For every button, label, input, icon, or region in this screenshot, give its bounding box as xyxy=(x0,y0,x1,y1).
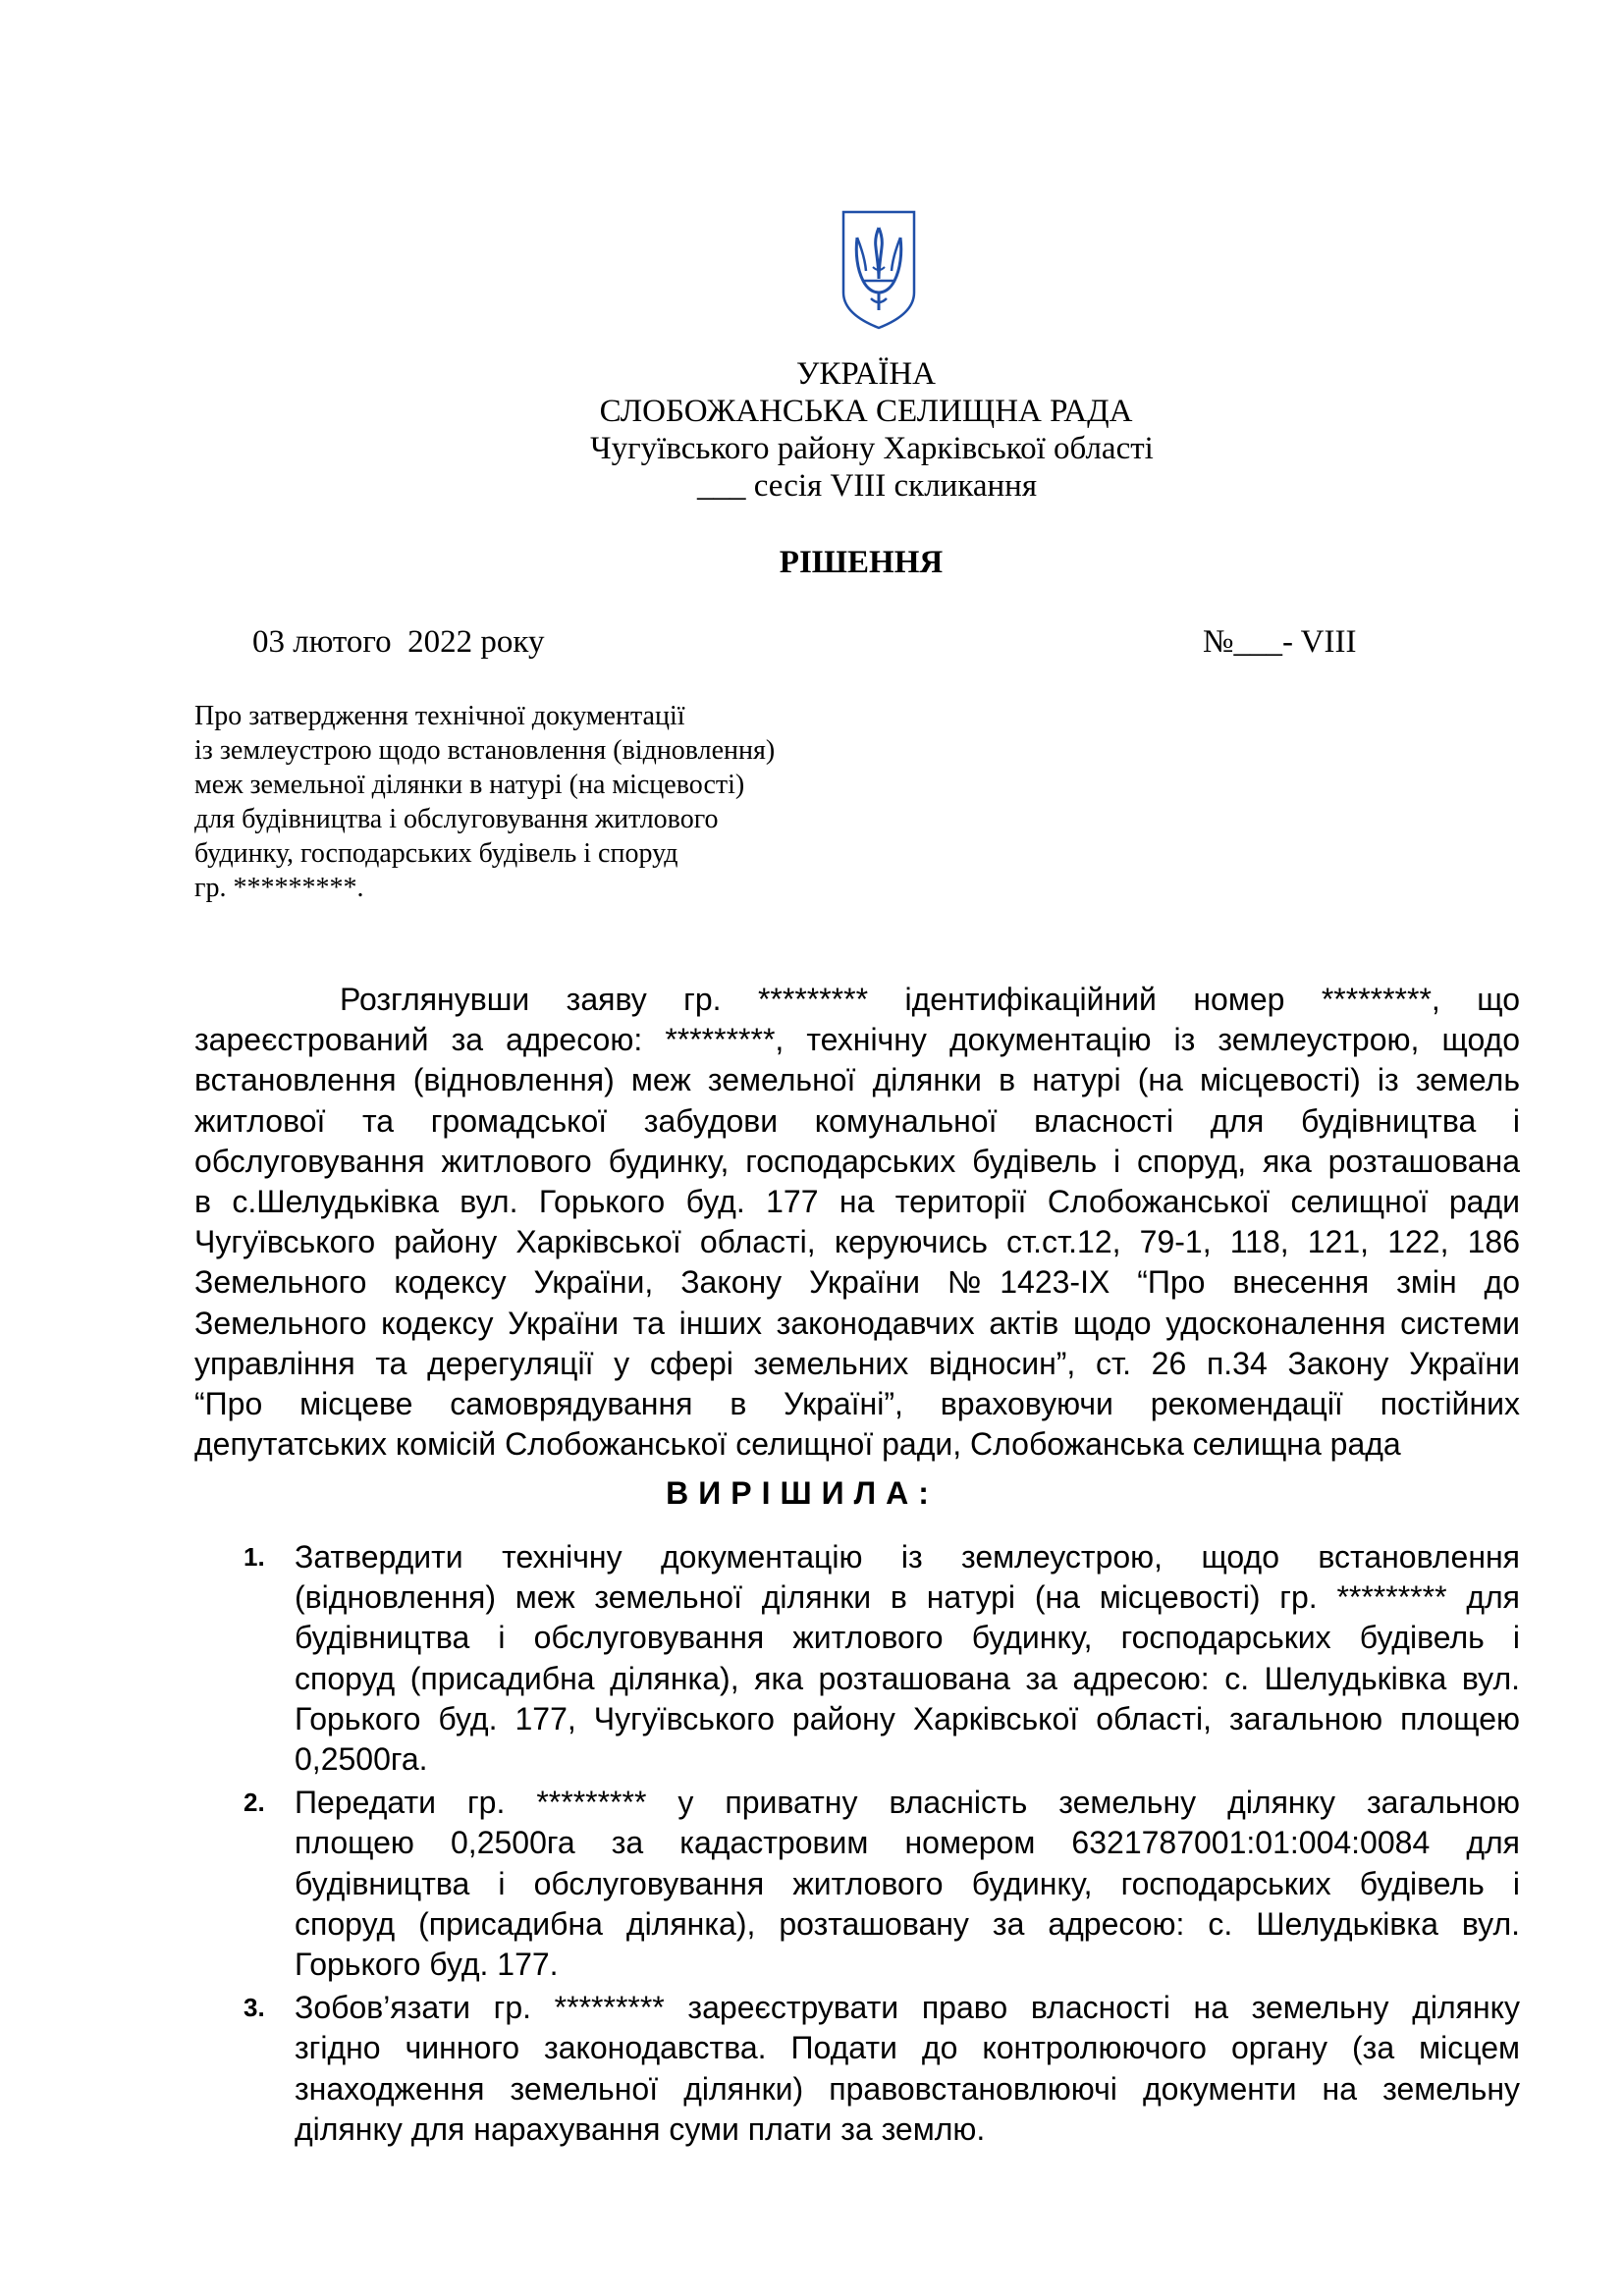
item-line: 0,2500га. xyxy=(295,1741,428,1778)
subject-line: Про затвердження технічної документації xyxy=(194,701,685,731)
item-line: Передати гр. ********* у приватну власність земельну ділянку загальною xyxy=(295,1785,1520,1821)
decision-items-list xyxy=(196,1537,1520,2153)
decided-heading: ВИРІШИЛА: xyxy=(666,1475,939,1511)
paragraph-line: депутатських комісій Слобожанської селищної ради, Слобожанська селищна рада xyxy=(194,1426,1401,1463)
list-item xyxy=(196,1783,1520,1985)
paragraph-line: Розглянувши заяву гр. ********* ідентифікаційний номер *********, що xyxy=(340,982,1520,1017)
item-line: Горького буд. 177. xyxy=(295,1947,559,1983)
item-line: ділянку для нарахування суми плати за землю. xyxy=(295,2110,986,2147)
district-name: Чугуївського району Харківської області xyxy=(590,431,1154,466)
paragraph-line: обслуговування житлового будинку, господарських будівель і споруд, яка розташована xyxy=(194,1143,1520,1179)
paragraph-line: Земельного кодексу України та інших законодавчих актів щодо удосконалення системи xyxy=(194,1305,1520,1341)
item-text xyxy=(295,1988,1520,2150)
item-text xyxy=(295,1537,1520,1780)
paragraph-line: зареєстрований за адресою: *********, технічну документацію із землеустрою, щодо xyxy=(194,1022,1520,1058)
item-line: Затвердити технічну документацію із землеустрою, щодо встановлення xyxy=(295,1539,1520,1575)
country-name: УКРАЇНА xyxy=(796,356,936,392)
decision-number: №___- VIII xyxy=(1203,624,1357,660)
subject-line: для будівництва і обслуговування житлового xyxy=(194,804,719,834)
subject-line: із землеустрою щодо встановлення (відновлення) xyxy=(194,735,776,766)
paragraph-line: житлової та громадської забудови комунальної власності для будівництва і xyxy=(194,1102,1520,1139)
document-title: РІШЕННЯ xyxy=(779,545,944,580)
preamble-paragraph xyxy=(194,980,1520,1465)
list-item xyxy=(196,1537,1520,1780)
subject-line: гр. *********. xyxy=(194,873,364,903)
item-text xyxy=(295,1783,1520,1985)
paragraph-line: “Про місцеве самоврядування в Україні”, враховуючи рекомендації постійних xyxy=(194,1386,1520,1422)
paragraph-line: в с.Шелудьківка вул. Горького буд. 177 на території Слобожанської селищної ради xyxy=(194,1184,1520,1220)
subject-line: меж земельної ділянки в натурі (на місцевості) xyxy=(194,770,745,800)
item-line: споруд (присадибна ділянка), розташовану за адресою: с. Шелудьківка вул. xyxy=(295,1905,1520,1942)
item-number: 2. xyxy=(244,1788,265,1818)
council-name: СЛОБОЖАНСЬКА СЕЛИЩНА РАДА xyxy=(599,394,1133,429)
item-line: знаходження земельної ділянки) правовстановлюючі документи на земельну xyxy=(295,2070,1520,2107)
paragraph-line: Чугуївського району Харківської області, керуючись ст.ст.12, 79-1, 118, 121, 122, 186 xyxy=(194,1224,1520,1260)
subject-line: будинку, господарських будівель і споруд xyxy=(194,838,678,869)
item-line: (відновлення) меж земельної ділянки в натурі (на місцевості) гр. ********* для xyxy=(295,1579,1520,1616)
session-line: ___ сесія VIII скликання xyxy=(696,468,1038,504)
paragraph-line: Земельного кодексу України, Закону України №1423-ІХ “Про внесення змін до xyxy=(194,1264,1520,1301)
paragraph-line: управління та дерегуляції у сфері земельних відносин”, ст. 26 п.34 Закону України xyxy=(194,1345,1520,1381)
document-header xyxy=(0,355,1624,505)
item-line: будівництва і обслуговування житлового будинку, господарських будівель і xyxy=(295,1620,1520,1656)
item-line: площею 0,2500га за кадастровим номером 6321787001:01:004:0084 для xyxy=(295,1825,1520,1861)
item-number: 3. xyxy=(244,1993,265,2023)
decision-date: 03 лютого 2022 року xyxy=(252,624,545,660)
item-line: згідно чинного законодавства. Подати до контролюючого органу (за місцем xyxy=(295,2030,1520,2066)
item-line: будівництва і обслуговування житлового будинку, господарських будівель і xyxy=(295,1865,1520,1901)
list-item xyxy=(196,1988,1520,2150)
item-line: споруд (присадибна ділянка), яка розташована за адресою: с. Шелудьківка вул. xyxy=(295,1660,1520,1696)
coat-of-arms-icon xyxy=(839,208,918,332)
item-number: 1. xyxy=(244,1542,265,1572)
decision-subject xyxy=(194,699,901,905)
paragraph-line: встановлення (відновлення) меж земельної ділянки в натурі (на місцевості) із земель xyxy=(194,1062,1520,1098)
item-line: Горького буд. 177, Чугуївського району Харківської області, загальною площею xyxy=(295,1700,1520,1736)
item-line: Зобов’язати гр. ********* зареєструвати право власності на земельну ділянку xyxy=(295,1990,1520,2026)
